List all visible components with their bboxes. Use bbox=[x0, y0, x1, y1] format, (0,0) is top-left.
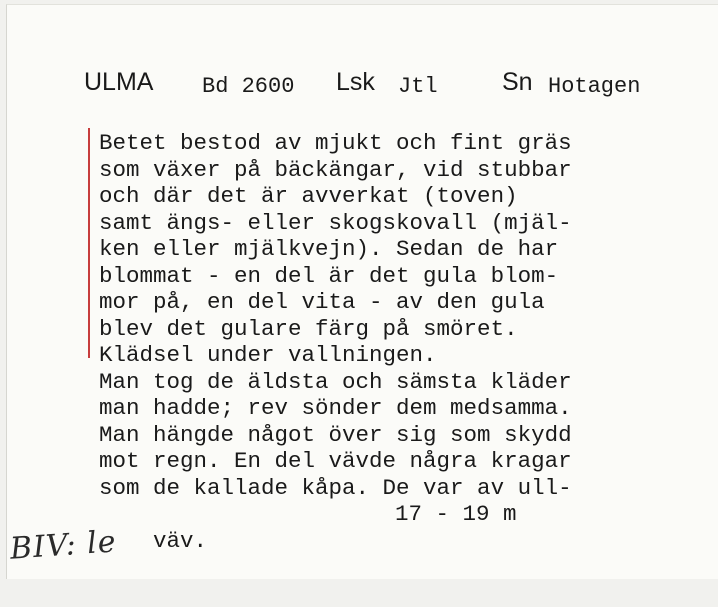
body-line: som de kallade kåpa. De var av ull- bbox=[99, 474, 572, 501]
header-sn: Sn bbox=[502, 68, 533, 96]
body-line: samt ängs- eller skogskovall (mjäl- bbox=[99, 209, 572, 236]
body-line: ken eller mjälkvejn). Sedan de har bbox=[99, 236, 559, 262]
header-hotagen: Hotagen bbox=[548, 74, 641, 99]
body-line: mot regn. En del vävde några kragar bbox=[99, 448, 572, 474]
informant-age: 17 - 19 m bbox=[395, 501, 517, 527]
body-line: man hadde; rev sönder dem medsamma. bbox=[99, 395, 572, 421]
body-line: Man tog de äldsta och sämsta kläder bbox=[99, 368, 572, 395]
header-bd: Bd 2600 bbox=[202, 74, 295, 99]
body-line-end: väv. bbox=[153, 527, 208, 554]
body-line: Man hängde något över sig som skydd bbox=[99, 421, 572, 448]
header-ulma: ULMA bbox=[84, 68, 154, 96]
body-line: blommat - en del är det gula blom- bbox=[99, 262, 559, 289]
card-header bbox=[0, 68, 718, 108]
body-line: och där det är avverkat (toven) bbox=[99, 183, 518, 209]
body-line: Klädsel under vallningen. bbox=[99, 342, 437, 368]
body-line: blev det gulare färg på smöret. bbox=[99, 315, 518, 342]
body-line: som växer på bäckängar, vid stubbar bbox=[99, 156, 572, 183]
card-body bbox=[99, 130, 699, 554]
body-last-line bbox=[99, 501, 699, 554]
handwritten-classification: BIV: le bbox=[8, 524, 118, 567]
header-lsk: Lsk bbox=[336, 68, 375, 96]
header-jtl: Jtl bbox=[398, 74, 438, 99]
body-line: mor på, en del vita - av den gula bbox=[99, 289, 545, 315]
body-line: Betet bestod av mjukt och fint gräs bbox=[99, 130, 572, 156]
red-margin-line bbox=[88, 128, 90, 358]
